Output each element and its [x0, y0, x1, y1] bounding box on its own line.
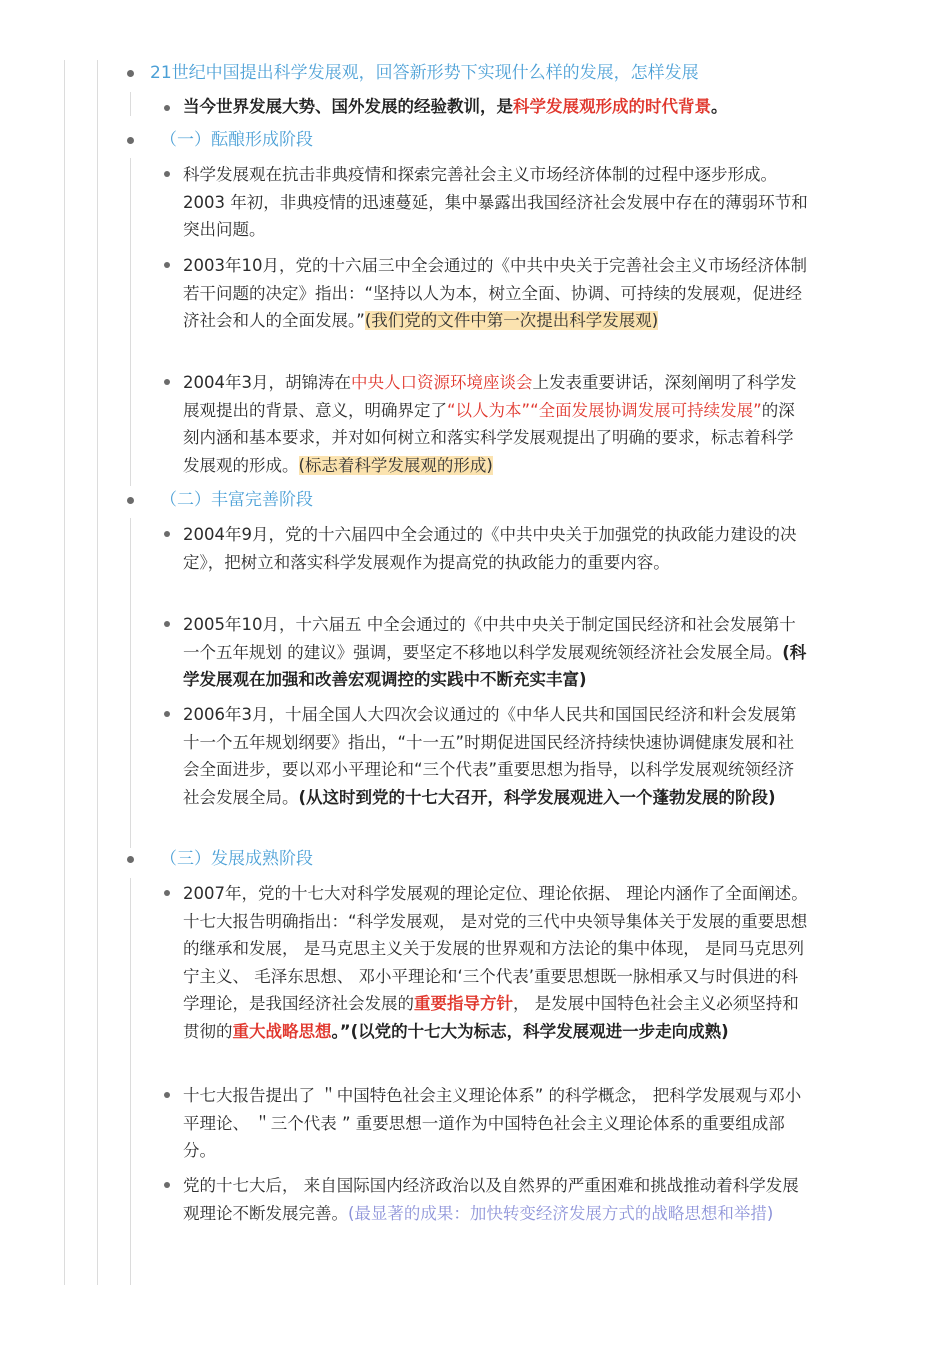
bullet-icon	[164, 890, 170, 896]
topic-heading-text: 21世纪中国提出科学发展观，回答新形势下实现什么样的发展，怎样发展	[150, 63, 699, 83]
highlight-note: (标志着科学发展观的形成)	[298, 455, 493, 475]
list-item: 党的十七大后， 来自国际国内经济政治以及自然界的严重困难和挑战推动着科学发展观理论不断发展完善。(最显著的成果：加快转变经济发展方式的战略思想和举措)	[183, 1172, 808, 1227]
list-item: 2003年10月，党的十六届三中全会通过的《中共中央关于完善社会主义市场经济体制若干问题的决定》指出：“坚持以人为本，树立全面、协调、可持续的发展观，促进经济社会和人的全面发展。”(我们党的文件中第一次提出科学发展观)	[183, 252, 808, 335]
list-item: 科学发展观在抗击非典疫情和探索完善社会主义市场经济体制的过程中逐步形成。2003 年初，非典疫情的迅速蔓延，集中暴露出我国经济社会发展中存在的薄弱环节和突出问题。	[183, 161, 808, 244]
bullet-icon	[164, 379, 170, 385]
stage-heading[interactable]	[160, 488, 313, 512]
outline-guide-line	[130, 158, 131, 486]
stage-heading-text: （一）酝酿形成阶段	[160, 130, 313, 150]
stage-heading[interactable]	[160, 847, 313, 871]
bullet-icon	[127, 70, 134, 77]
outline-guide-line	[64, 60, 65, 1285]
bullet-icon	[164, 1092, 170, 1098]
list-item: 十七大报告提出了 ＂中国特色社会主义理论体系” 的科学概念， 把科学发展观与邓小平理论、 ＂三个代表 ” 重要思想一道作为中国特色社会主义理论体系的重要组成部分。	[183, 1082, 808, 1165]
list-item: 2007年，党的十七大对科学发展观的理论定位、理论依据、 理论内涵作了全面阐述。十七大报告明确指出：“科学发展观， 是对党的三代中央领导集体关于发展的重要思想的继承和发展， 是马克思主义关于发展的世界观和方法论的集中体现， 是同马克思列宁主义、 毛泽东思想、 邓小平理论和‘三个代表’重要思想既一脉相承又与时俱进的科学理论，是我国经济社会发展的重要指导方针， 是发展中国特色社会主义必须坚持和贯彻的重大战略思想。”(以党的十七大为标志，科学发展观进一步走向成熟)	[183, 880, 808, 1045]
outline-guide-line	[97, 60, 98, 1285]
bullet-icon	[164, 711, 170, 717]
bullet-icon	[164, 171, 170, 177]
list-item: 当今世界发展大势、国外发展的经验教训，是科学发展观形成的时代背景。	[183, 93, 808, 121]
outline-guide-line	[130, 92, 131, 116]
list-item: 2004年3月，胡锦涛在中央人口资源环境座谈会上发表重要讲话，深刻阐明了科学发展观提出的背景、意义，明确界定了“以人为本”“全面发展协调发展可持续发展”的深刻内涵和基本要求，并对如何树立和落实科学发展观提出了明确的要求，标志着科学发展观的形成。(标志着科学发展观的形成)	[183, 369, 808, 479]
bullet-icon	[164, 262, 170, 268]
bullet-icon	[127, 856, 134, 863]
bullet-icon	[164, 105, 170, 111]
topic-heading[interactable]	[150, 61, 699, 85]
bullet-icon	[164, 621, 170, 627]
stage-heading[interactable]	[160, 128, 313, 152]
list-item: 2004年9月，党的十六届四中全会通过的《中共中央关于加强党的执政能力建设的决定》，把树立和落实科学发展观作为提高党的执政能力的重要内容。	[183, 521, 808, 576]
list-item: 2006年3月，十届全国人大四次会议通过的《中华人民共和国国民经济和籵会发展第十一个五年规划纲要》指出，“十一五”时期促进国民经济持续快速协调健康发展和社会全面进步，要以邓小平理论和“三个代表”重要思想为指导，以科学发展观统领经济社会发展全局。(从这时到党的十七大召开，科学发展观进入一个蓬勃发展的阶段)	[183, 701, 808, 811]
bullet-icon	[127, 497, 134, 504]
stage-heading-text: （三）发展成熟阶段	[160, 849, 313, 869]
bullet-icon	[164, 1182, 170, 1188]
stage-heading-text: （二）丰富完善阶段	[160, 490, 313, 510]
outline-guide-line	[130, 878, 131, 1285]
bullet-icon	[164, 531, 170, 537]
list-item: 2005年10月，十六届五 中全会通过的《中共中央关于制定国民经济和社会发展第十一个五年规划 的建议》强调，要坚定不移地以科学发展观统领经济社会发展全局。(科学发展观在加强和改善宏观调控的实践中不断充实丰富)	[183, 611, 808, 694]
bullet-icon	[127, 137, 134, 144]
outline-guide-line	[130, 518, 131, 848]
highlight-note: (我们党的文件中第一次提出科学发展观)	[364, 311, 659, 330]
